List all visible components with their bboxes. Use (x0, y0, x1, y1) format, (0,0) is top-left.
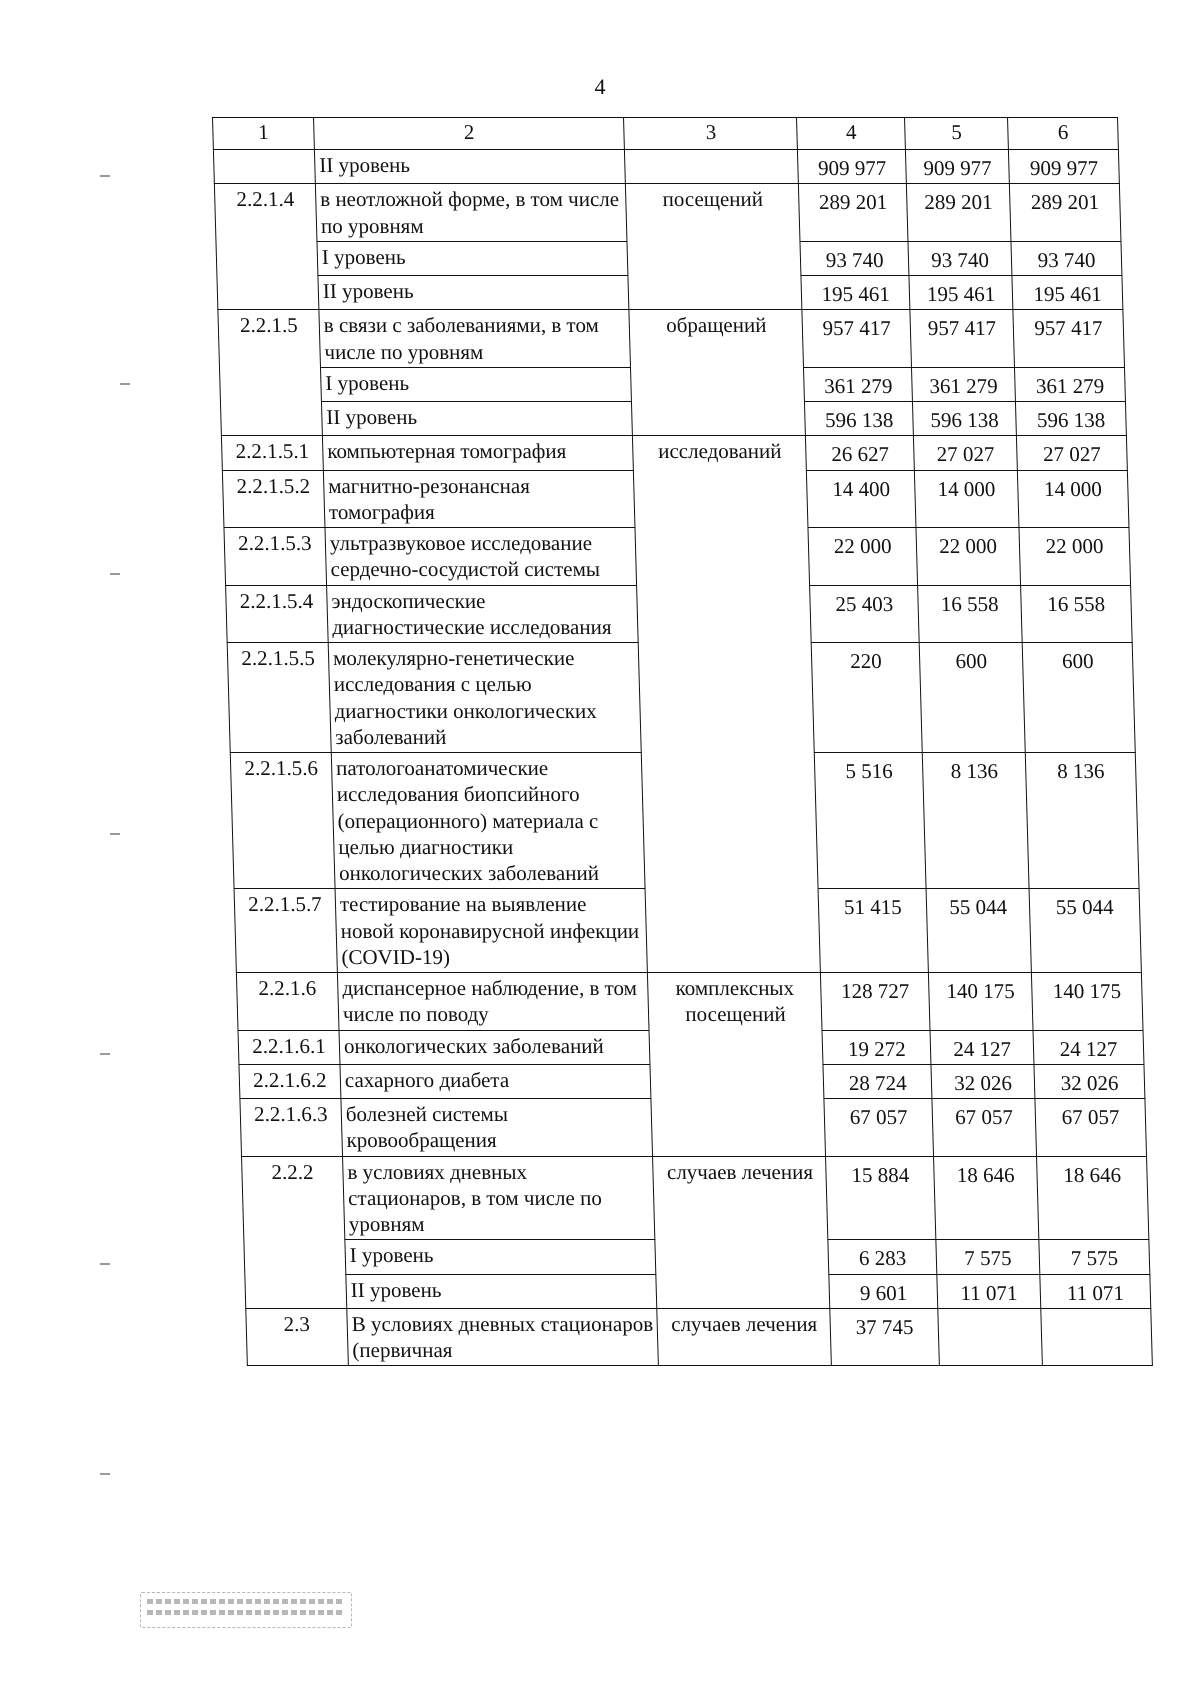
row-name: сахарного диабета (340, 1064, 651, 1098)
row-number: 2.2.1.5.6 (230, 753, 335, 889)
row-value-col6: 22 000 (1019, 528, 1130, 586)
row-value-col4: 5 516 (815, 753, 926, 889)
row-number: 2.2.1.6.1 (238, 1030, 340, 1064)
row-name: В условиях дневных стационаров (первичная (347, 1308, 659, 1366)
row-value-col6: 93 740 (1011, 241, 1122, 275)
scan-edge-mark (100, 175, 110, 177)
row-value-col4: 361 279 (804, 367, 913, 401)
row-value-col4: 6 283 (828, 1240, 937, 1274)
table-row (221, 436, 1127, 470)
row-value-col5: 14 000 (914, 470, 1019, 528)
header-cell: 3 (624, 118, 798, 150)
row-value-col6: 957 417 (1013, 310, 1124, 368)
row-value-col5: 67 057 (932, 1099, 1037, 1157)
row-value-col5: 8 136 (922, 753, 1029, 889)
row-name: II уровень (321, 402, 632, 436)
row-number: 2.2.1.6 (236, 973, 339, 1031)
registration-stamp (140, 1592, 352, 1628)
table-row (246, 1308, 1153, 1366)
row-value-col6: 27 027 (1017, 436, 1128, 470)
table-row (214, 184, 1121, 242)
row-name: II уровень (318, 276, 629, 310)
row-number: 2.2.1.5 (218, 310, 322, 436)
row-value-col5: 27 027 (913, 436, 1017, 470)
row-number: 2.3 (246, 1308, 349, 1366)
row-unit: комплексных посещений (648, 973, 826, 1157)
row-value-col5: 93 740 (908, 241, 1012, 275)
row-number: 2.2.1.5.1 (221, 436, 323, 470)
row-value-col6: 289 201 (1010, 184, 1121, 242)
header-cell: 2 (313, 118, 624, 150)
row-value-col4: 596 138 (805, 402, 914, 436)
row-value-col6: 909 977 (1009, 150, 1120, 184)
row-value-col4: 15 884 (826, 1156, 936, 1240)
row-name: I уровень (345, 1240, 656, 1274)
row-number: 2.2.1.5.7 (234, 889, 337, 973)
row-value-col4: 19 272 (822, 1030, 931, 1064)
row-value-col5: 140 175 (928, 973, 1033, 1031)
row-value-col5 (938, 1308, 1043, 1366)
row-value-col4: 220 (812, 643, 923, 753)
row-value-col6: 55 044 (1029, 889, 1141, 973)
volume-table (212, 117, 1153, 1366)
row-value-col6: 140 175 (1032, 973, 1143, 1031)
row-unit (625, 150, 799, 184)
row-name: II уровень (346, 1274, 657, 1308)
row-value-col6: 7 575 (1039, 1240, 1150, 1274)
row-value-col6: 16 558 (1021, 585, 1132, 643)
row-name: компьютерная томография (322, 436, 633, 470)
row-name: магнитно-резонансная томография (323, 470, 635, 528)
row-value-col5: 289 201 (906, 184, 1011, 242)
row-name: онкологических заболеваний (339, 1030, 650, 1064)
row-number: 2.2.2 (242, 1156, 347, 1308)
row-number: 2.2.1.5.5 (227, 643, 331, 753)
row-value-col4: 289 201 (799, 184, 908, 242)
row-value-col5: 596 138 (912, 402, 1016, 436)
row-value-col6: 195 461 (1012, 276, 1123, 310)
row-value-col5: 11 071 (937, 1274, 1041, 1308)
row-value-col6: 361 279 (1015, 367, 1126, 401)
table-row (242, 1156, 1149, 1240)
row-value-col4: 51 415 (819, 889, 929, 973)
row-name: ультразвуковое исследование сердечно-сосудистой системы (325, 528, 637, 586)
row-value-col5: 957 417 (910, 310, 1015, 368)
row-number: 2.2.1.6.3 (240, 1099, 343, 1157)
row-unit: обращений (629, 310, 806, 436)
row-name: тестирование на выявление новой коронавирусной инфекции (COVID-19) (335, 889, 648, 973)
row-value-col5: 18 646 (934, 1156, 1039, 1240)
row-name: молекулярно-генетические исследования с целью диагностики онкологических заболеваний (328, 643, 642, 753)
row-value-col5: 909 977 (905, 150, 1009, 184)
row-number: 2.2.1.5.3 (224, 528, 327, 586)
row-value-col4: 25 403 (810, 585, 919, 643)
row-value-col4: 28 724 (823, 1064, 932, 1098)
row-value-col4: 195 461 (801, 276, 910, 310)
row-number: 2.2.1.6.2 (239, 1064, 341, 1098)
row-value-col5: 7 575 (936, 1240, 1040, 1274)
row-unit: посещений (626, 184, 803, 310)
row-value-col4: 93 740 (800, 241, 909, 275)
row-value-col5: 24 127 (930, 1030, 1034, 1064)
row-name: патологоанатомические исследования биопсийного (операционного) материала с целью диагностики онкологических заболеваний (331, 753, 645, 889)
row-value-col6: 8 136 (1025, 753, 1139, 889)
row-name: болезней системы кровообращения (341, 1099, 653, 1157)
row-value-col6 (1041, 1308, 1152, 1366)
row-value-col4: 957 417 (802, 310, 911, 368)
header-row (213, 118, 1119, 150)
row-name: II уровень (314, 150, 625, 184)
row-value-col5: 600 (919, 643, 1025, 753)
row-value-col4: 128 727 (821, 973, 930, 1031)
row-value-col6: 32 026 (1034, 1064, 1145, 1098)
row-unit: исследований (633, 436, 821, 973)
scan-edge-mark (120, 383, 130, 385)
scan-edge-mark (110, 833, 120, 835)
row-name: I уровень (320, 367, 631, 401)
row-value-col4: 22 000 (808, 528, 917, 586)
header-cell: 6 (1008, 118, 1119, 150)
row-name: I уровень (317, 241, 628, 275)
row-number (213, 150, 315, 184)
page-number: 4 (594, 74, 606, 99)
scan-edge-mark (110, 573, 120, 575)
header-cell: 4 (797, 118, 905, 150)
row-value-col5: 55 044 (926, 889, 1031, 973)
row-value-col4: 67 057 (824, 1099, 933, 1157)
row-value-col5: 16 558 (918, 585, 1023, 643)
row-value-col6: 11 071 (1040, 1274, 1151, 1308)
scan-edge-mark (100, 1263, 110, 1265)
row-value-col6: 14 000 (1018, 470, 1129, 528)
row-value-col4: 909 977 (798, 150, 907, 184)
row-name: в связи с заболеваниями, в том числе по уровням (319, 310, 631, 368)
scan-edge-mark (100, 1473, 110, 1475)
row-value-col6: 24 127 (1033, 1030, 1144, 1064)
row-value-col5: 32 026 (931, 1064, 1035, 1098)
table-row (218, 310, 1125, 368)
row-value-col4: 26 627 (806, 436, 915, 470)
row-value-col5: 22 000 (916, 528, 1021, 586)
row-name: в неотложной форме, в том числе по уровням (315, 184, 627, 242)
row-name: эндоскопические диагностические исследования (326, 585, 638, 643)
table-row (213, 150, 1119, 184)
row-number: 2.2.1.5.4 (226, 585, 329, 643)
header-cell: 5 (905, 118, 1009, 150)
row-value-col5: 361 279 (912, 367, 1016, 401)
row-value-col6: 600 (1022, 643, 1135, 753)
row-unit: случаев лечения (657, 1308, 832, 1366)
scan-edge-mark (100, 1053, 110, 1055)
row-value-col4: 14 400 (807, 470, 916, 528)
table-row (236, 973, 1143, 1031)
row-name: в условиях дневных стационаров, в том числе по уровням (342, 1156, 655, 1240)
row-value-col4: 9 601 (829, 1274, 938, 1308)
row-number: 2.2.1.4 (214, 184, 318, 310)
header-cell: 1 (213, 118, 315, 150)
row-name: диспансерное наблюдение, в том числе по поводу (337, 973, 649, 1031)
row-number: 2.2.1.5.2 (222, 470, 325, 528)
row-value-col4: 37 745 (830, 1308, 939, 1366)
row-unit: случаев лечения (653, 1156, 830, 1308)
row-value-col6: 18 646 (1037, 1156, 1149, 1240)
row-value-col6: 67 057 (1035, 1099, 1146, 1157)
row-value-col5: 195 461 (909, 276, 1013, 310)
row-value-col6: 596 138 (1016, 402, 1127, 436)
